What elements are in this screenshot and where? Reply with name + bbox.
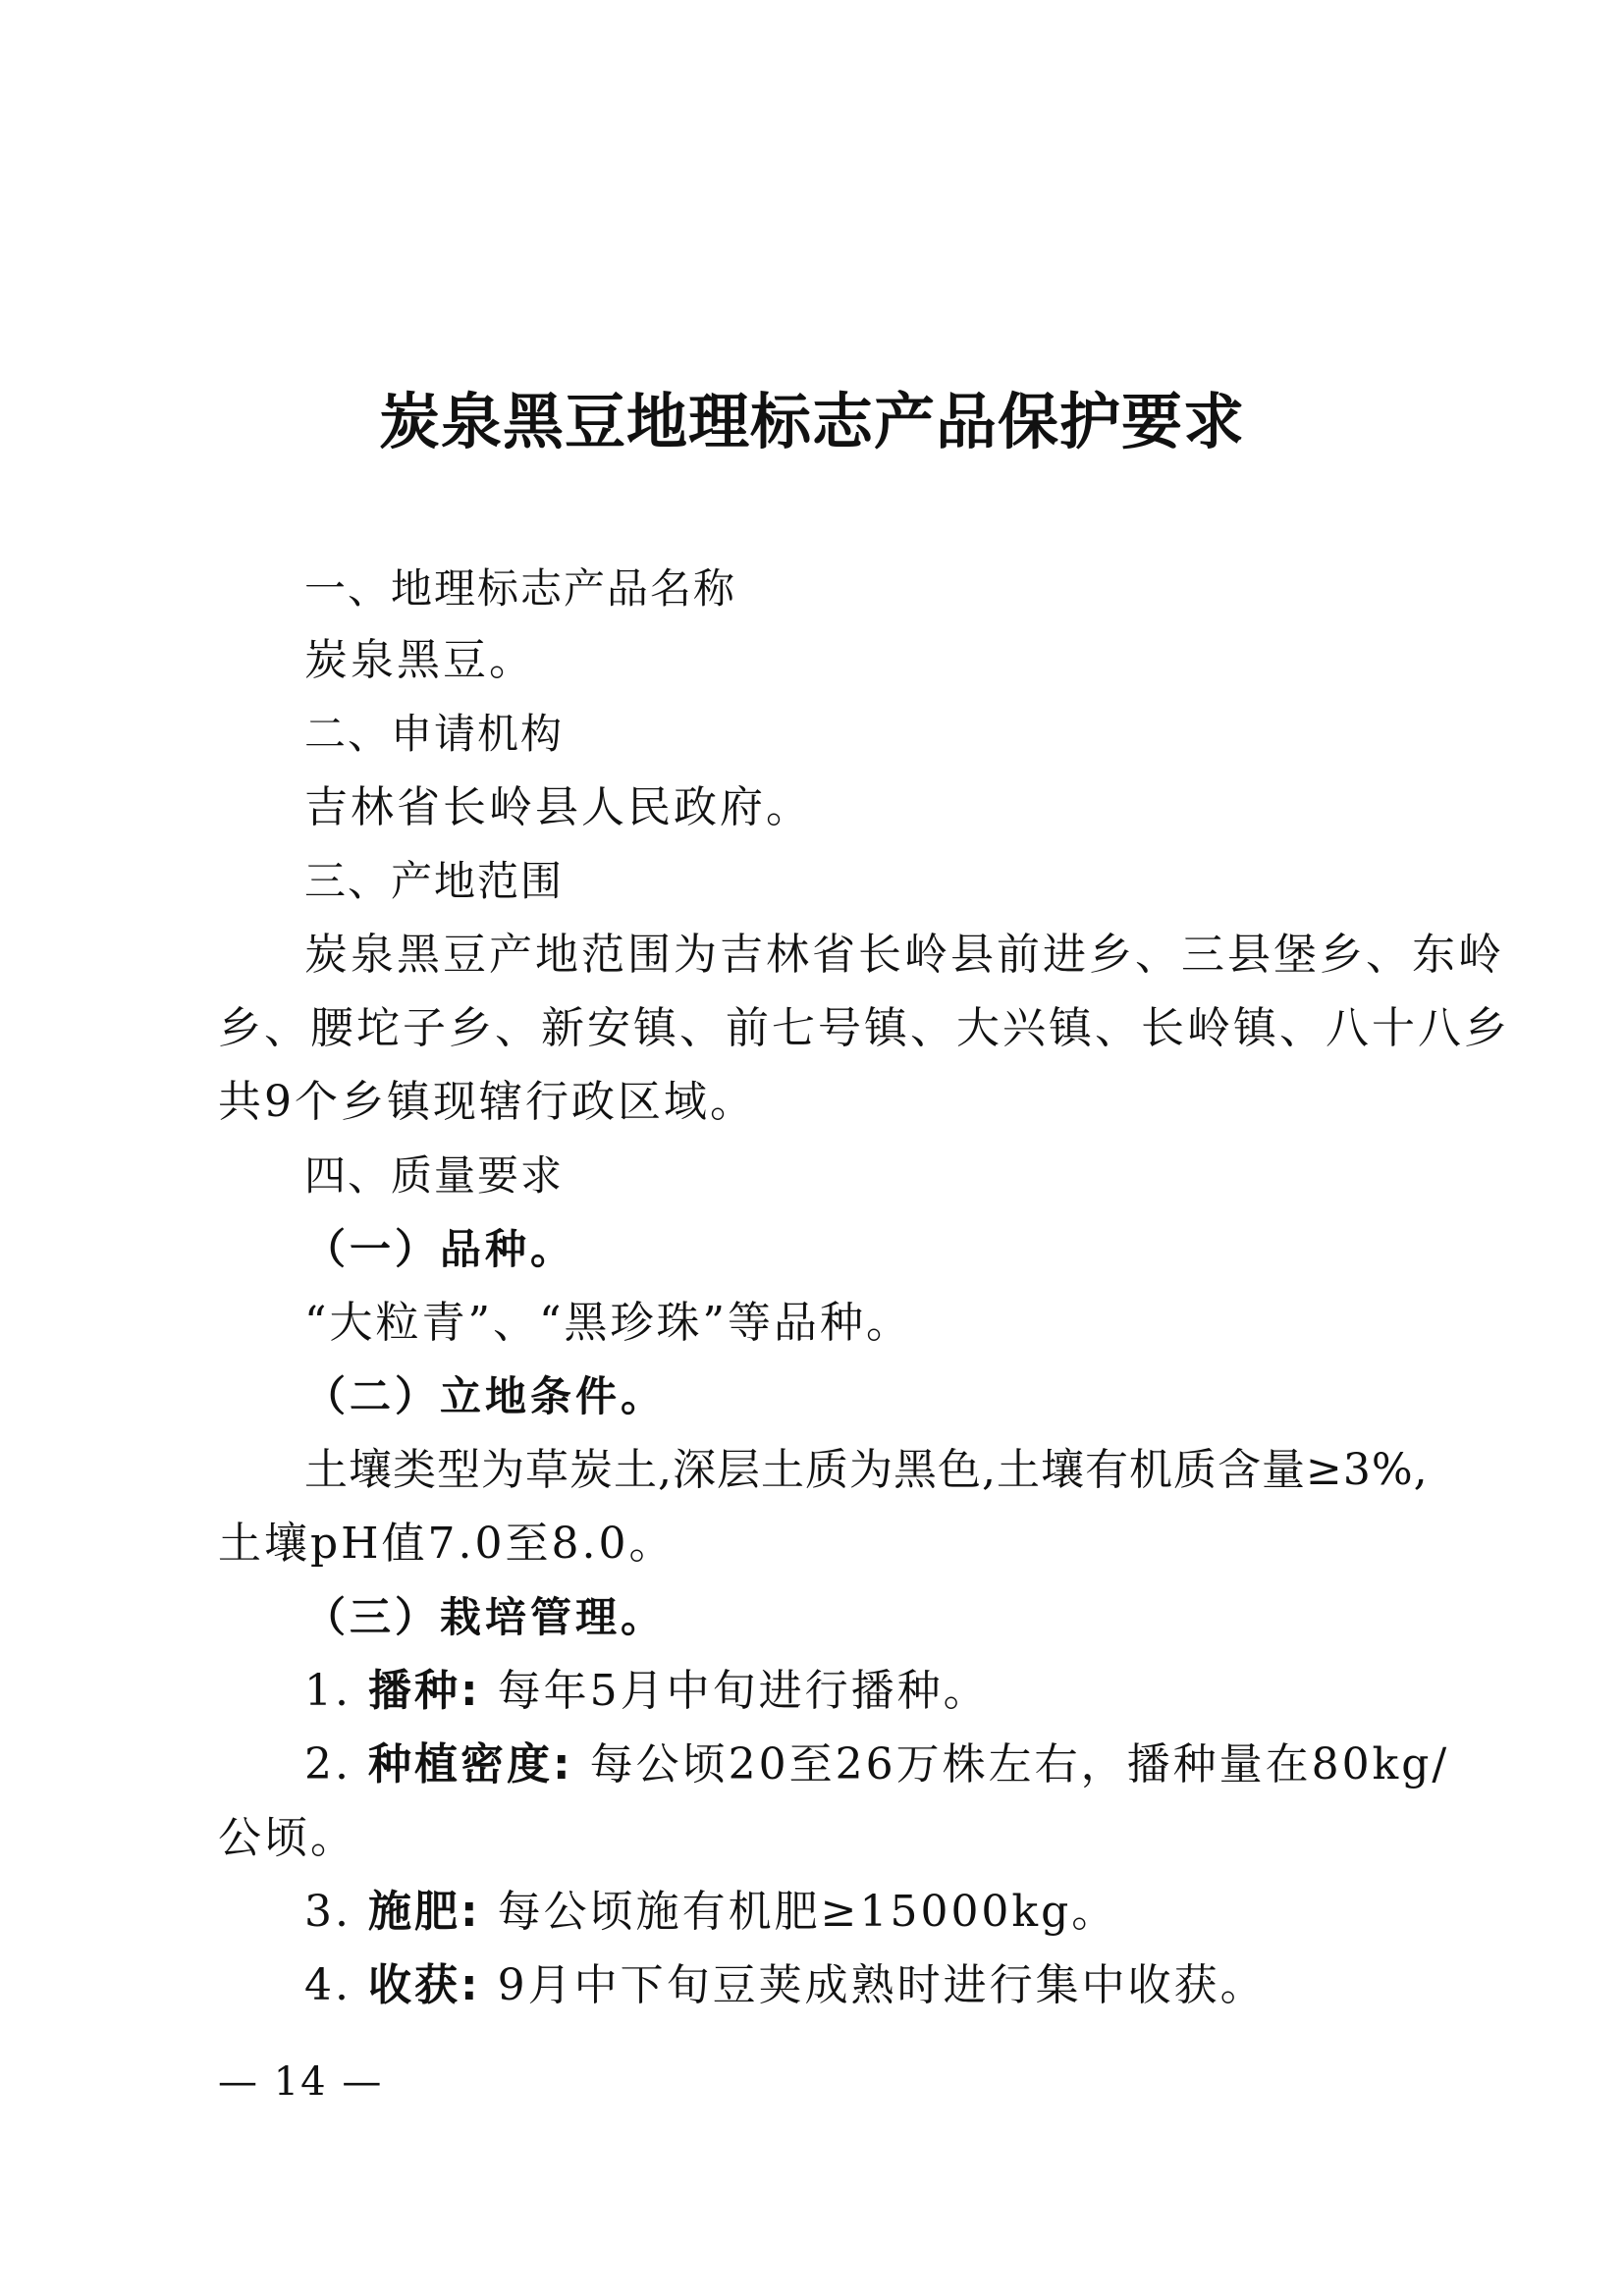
item-label: 播种: bbox=[367, 1666, 481, 1716]
subsection-1-text: “大粒青”、“黑珍珠”等品种。 bbox=[304, 1298, 912, 1348]
section-3-line-1: 炭泉黑豆产地范围为吉林省长岭县前进乡、三县堡乡、东岭 bbox=[304, 930, 1504, 980]
section-2-text: 吉林省长岭县人民政府。 bbox=[304, 782, 812, 832]
page-number: — 14 — bbox=[218, 2059, 384, 2105]
subsection-3-heading: （三）栽培管理。 bbox=[304, 1593, 667, 1641]
item-number: 3. bbox=[304, 1887, 352, 1937]
subsection-2-line-2: 土壤pH值7.0至8.0。 bbox=[218, 1519, 676, 1569]
list-item bbox=[304, 1737, 1522, 1792]
subsection-1-heading: （一）品种。 bbox=[304, 1225, 576, 1273]
section-4-heading: 四、质量要求 bbox=[304, 1151, 565, 1200]
section-2-heading: 二、申请机构 bbox=[304, 710, 565, 758]
subsection-2-heading: （二）立地条件。 bbox=[304, 1372, 667, 1420]
section-3-line-3: 共9个乡镇现辖行政区域。 bbox=[218, 1077, 756, 1127]
section-3-line-2: 乡、腰坨子乡、新安镇、前七号镇、大兴镇、长岭镇、八十八乡 bbox=[218, 1003, 1510, 1053]
item-label: 收获: bbox=[367, 1960, 481, 2010]
section-1-heading: 一、地理标志产品名称 bbox=[304, 564, 737, 613]
item-number: 2. bbox=[304, 1739, 352, 1789]
item-text: 每年5月中旬进行播种。 bbox=[497, 1666, 990, 1716]
item-text: 9月中下旬豆荚成熟时进行集中收获。 bbox=[497, 1960, 1267, 2010]
item-number: 4. bbox=[304, 1960, 352, 2010]
list-item bbox=[304, 1664, 1522, 1719]
item-label: 施肥: bbox=[367, 1887, 481, 1937]
item-text: 每公顷施有机肥≥15000kg。 bbox=[497, 1887, 1118, 1937]
item-label: 种植密度: bbox=[367, 1739, 573, 1789]
item-number: 1. bbox=[304, 1666, 352, 1716]
document-title: 炭泉黑豆地理标志产品保护要求 bbox=[378, 386, 1245, 457]
section-1-text: 炭泉黑豆。 bbox=[304, 635, 535, 685]
list-item bbox=[304, 1885, 1522, 1940]
list-item-continuation: 公顷。 bbox=[218, 1813, 356, 1863]
subsection-2-line-1: 土壤类型为草炭土,深层土质为黑色,土壤有机质含量≥3%, bbox=[304, 1445, 1429, 1495]
list-item bbox=[304, 1958, 1522, 2013]
section-3-heading: 三、产地范围 bbox=[304, 857, 565, 905]
item-text: 每公顷20至26万株左右，播种量在80kg/ bbox=[589, 1739, 1450, 1789]
